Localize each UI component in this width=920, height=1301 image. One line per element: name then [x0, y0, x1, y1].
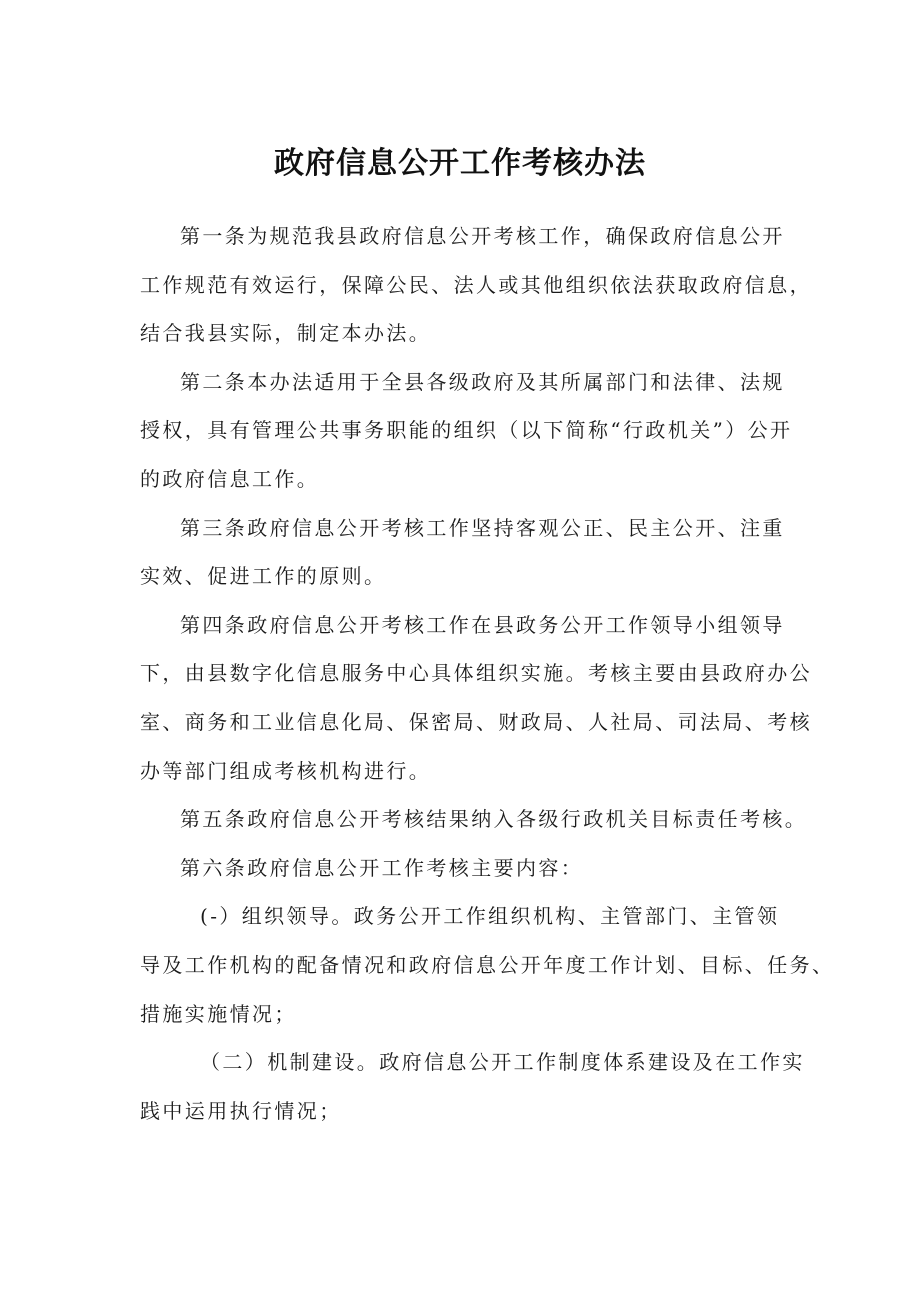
- text-line: 室、商务和工业信息化局、保密局、财政局、人社局、司法局、考核: [140, 709, 812, 734]
- text-line: 的政府信息工作。: [140, 466, 320, 491]
- text-line: 工作规范有效运行，保障公民、法人或其他组织依法获取政府信息，: [140, 272, 812, 297]
- text-line: (-）组织领导。政务公开工作组织机构、主管部门、主管领: [200, 904, 780, 929]
- text-line: 践中运用执行情况；: [140, 1098, 342, 1123]
- text-line: 措施实施情况；: [140, 1001, 297, 1026]
- text-line: 结合我县实际，制定本办法。: [140, 321, 432, 346]
- document-title: 政府信息公开工作考核办法: [274, 146, 646, 181]
- article-3-paragraph: [140, 504, 790, 601]
- text-line: 第六条政府信息公开工作考核主要内容：: [180, 855, 584, 880]
- article-4-paragraph: [140, 601, 812, 795]
- text-line: 第二条本办法适用于全县各级政府及其所属部门和法律、法规: [180, 369, 785, 394]
- text-line: 授权，具有管理公共事务职能的组织（以下简称“行政机关”）公开: [140, 418, 793, 443]
- text-line: 办等部门组成考核机构进行。: [140, 758, 432, 783]
- text-line: 第一条为规范我县政府信息公开考核工作，确保政府信息公开: [180, 224, 785, 248]
- text-line: 第五条政府信息公开考核结果纳入各级行政机关目标责任考核。: [180, 807, 808, 832]
- text-line: 导及工作机构的配备情况和政府信息公开年度工作计划、目标、任务、: [140, 952, 835, 977]
- item-2-paragraph: [140, 1038, 805, 1135]
- article-1-paragraph: [140, 212, 812, 358]
- text-line: 下，由县数字化信息服务中心具体组织实施。考核主要由县政府办公: [140, 661, 812, 686]
- text-line: 第四条政府信息公开考核工作在县政务公开工作领导小组领导: [180, 612, 785, 637]
- document-body: [140, 212, 835, 1135]
- item-1-paragraph: [140, 892, 835, 1038]
- article-2-paragraph: [140, 358, 793, 504]
- text-line: 实效、促进工作的原则。: [140, 564, 387, 589]
- text-line: 第三条政府信息公开考核工作坚持客观公正、民主公开、注重: [180, 515, 785, 540]
- text-line: （二）机制建设。政府信息公开工作制度体系建设及在工作实: [200, 1050, 805, 1075]
- article-6-paragraph: [140, 844, 790, 893]
- article-5-paragraph: [140, 795, 808, 844]
